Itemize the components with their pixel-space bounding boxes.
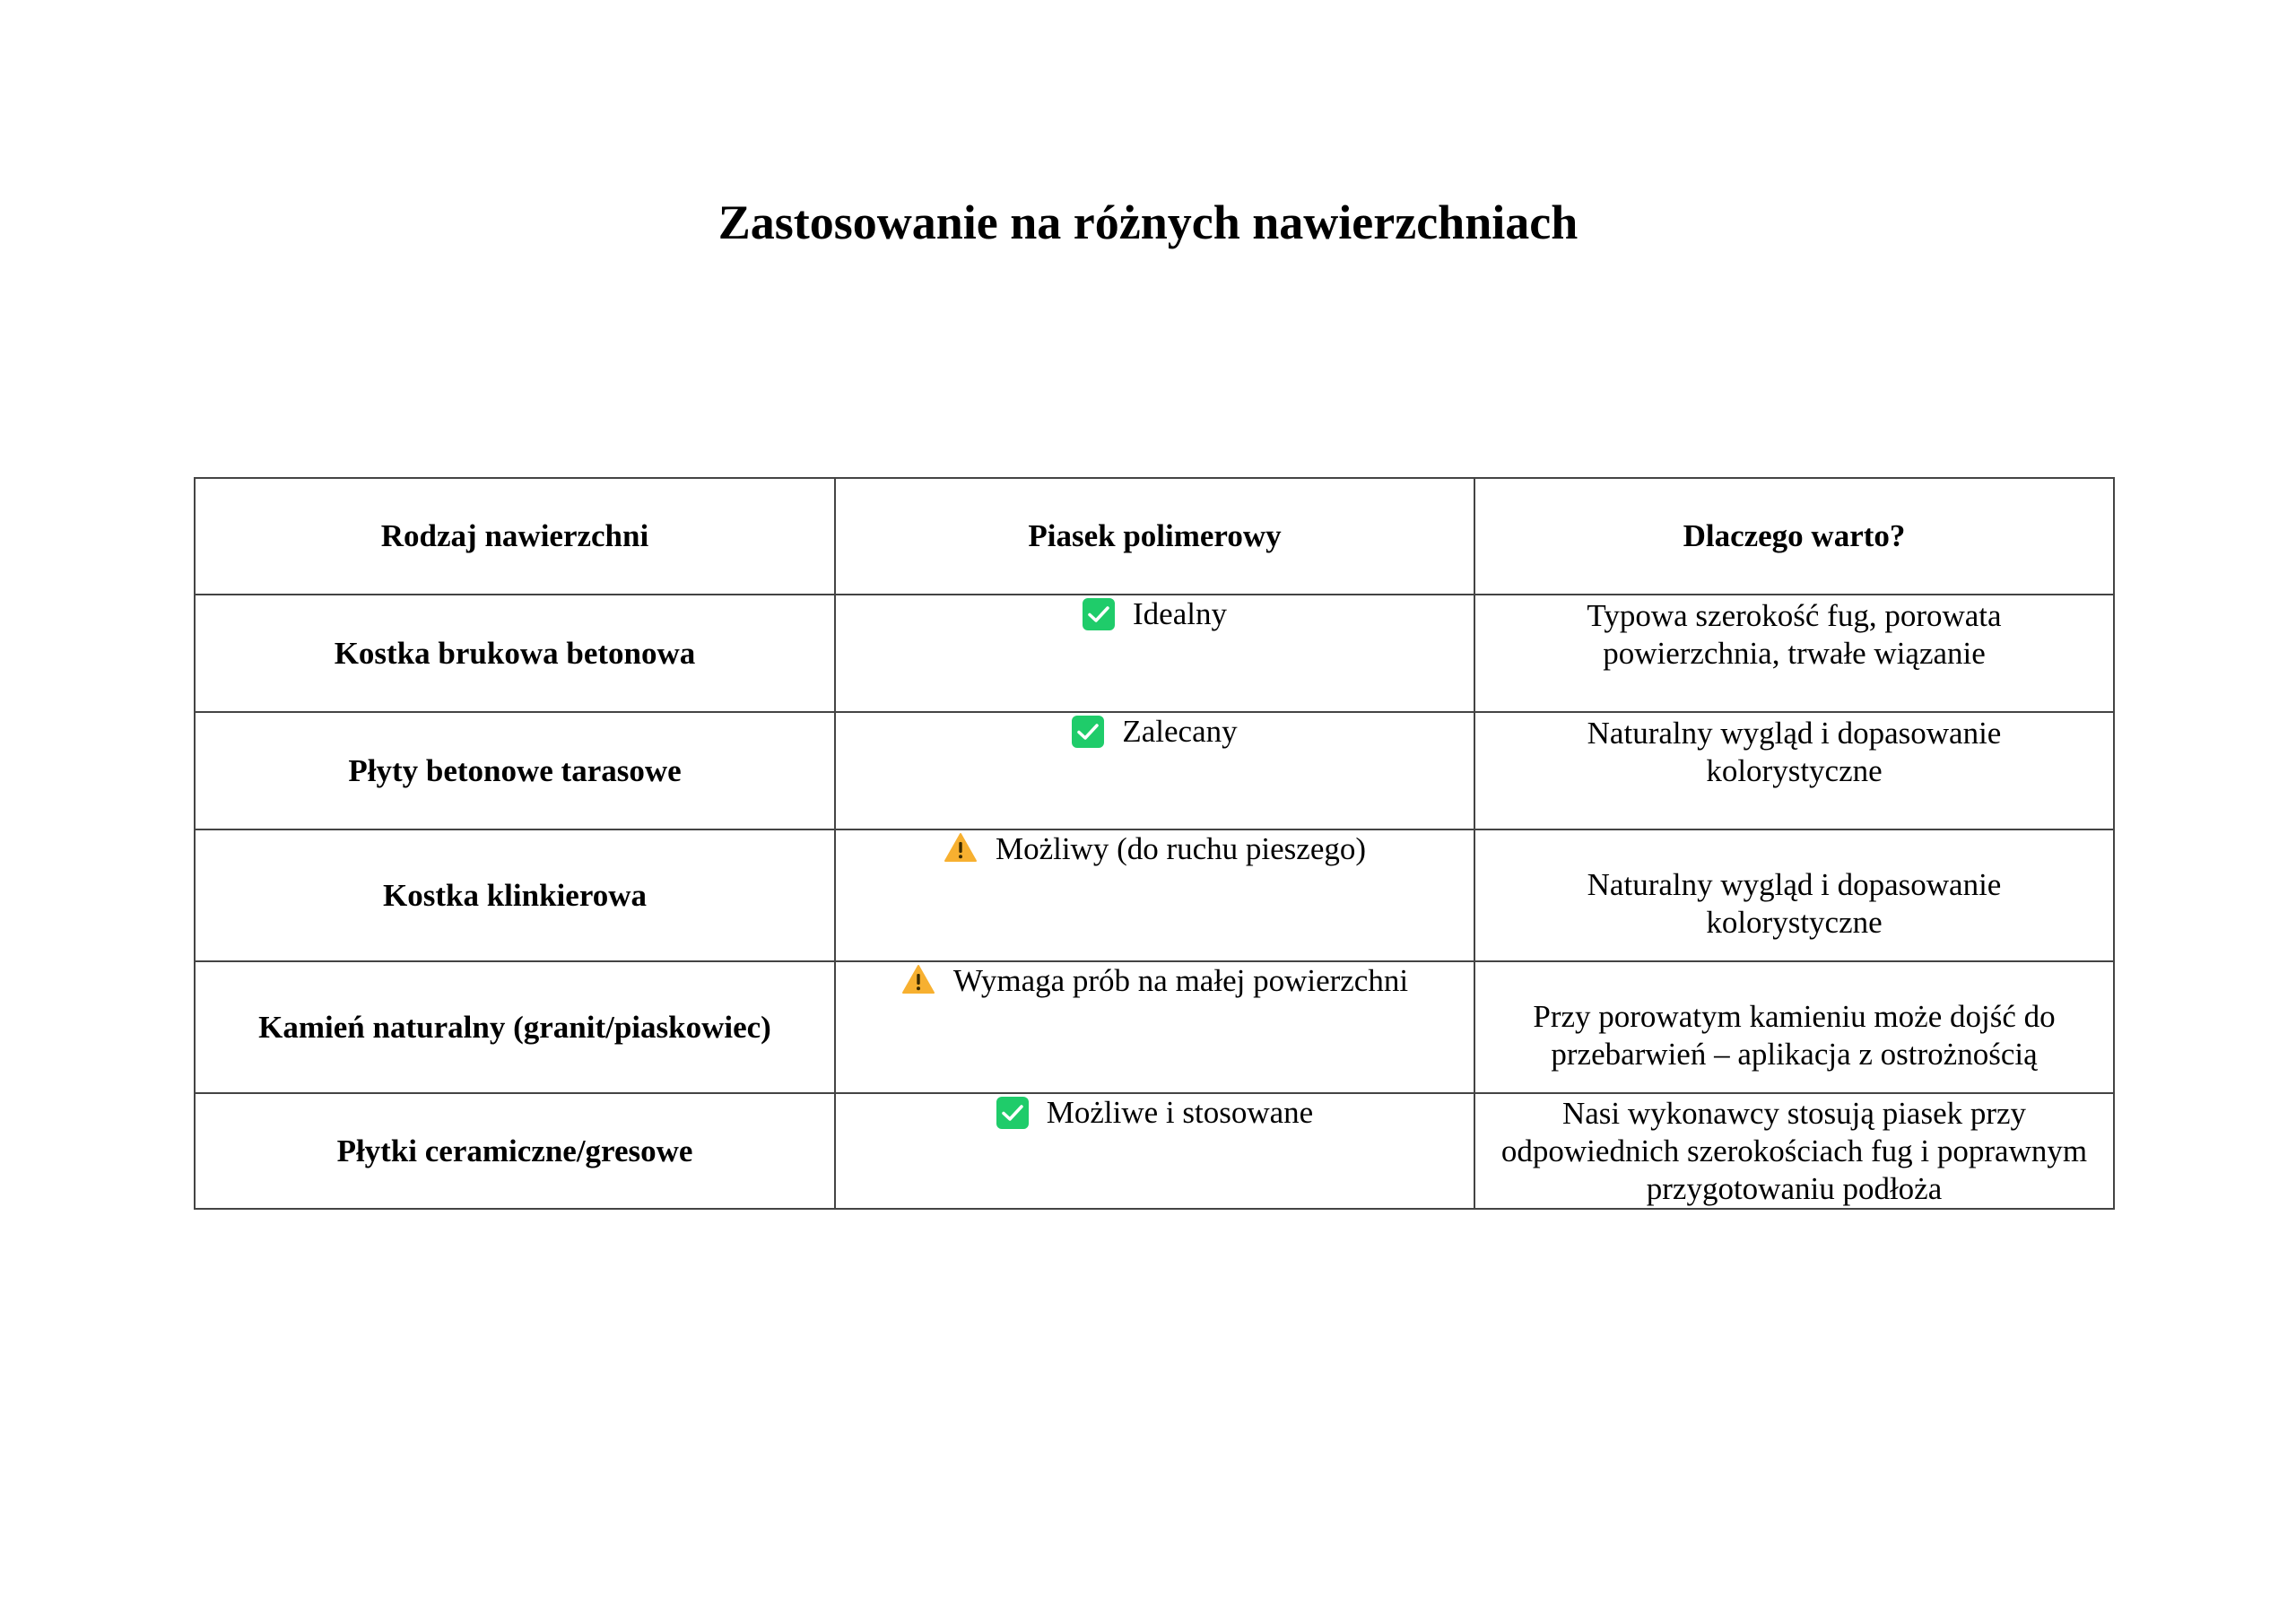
header-surface-type: Rodzaj nawierzchni	[195, 478, 835, 595]
status	[901, 962, 1408, 1000]
why-cell: Nasi wykonawcy stosują piasek przy odpowiednich szerokościach fug i poprawnym przygotowaniu podłoża	[1474, 1093, 2114, 1209]
status-label: Możliwe i stosowane	[1046, 1095, 1314, 1130]
status-label: Możliwy (do ruchu pieszego)	[995, 831, 1367, 866]
page-title: Zastosowanie na różnych nawierzchniach	[718, 195, 1578, 249]
polymer-sand-cell	[835, 1093, 1474, 1209]
table-header-row	[195, 478, 2114, 595]
status-label: Wymaga prób na małej powierzchni	[952, 963, 1409, 998]
surface-cell: Płyty betonowe tarasowe	[195, 712, 835, 829]
surface-application-table	[194, 477, 2115, 1210]
status	[944, 830, 1366, 868]
polymer-sand-cell	[835, 712, 1474, 829]
surface-cell: Kamień naturalny (granit/piaskowiec)	[195, 961, 835, 1093]
why-cell: Naturalny wygląd i dopasowanie kolorystyczne	[1474, 712, 2114, 829]
why-cell: Przy porowatym kamieniu może dojść do przebarwień – aplikacja z ostrożnością	[1474, 961, 2114, 1093]
header-polymer-sand: Piasek polimerowy	[835, 478, 1474, 595]
check-icon	[996, 1097, 1029, 1129]
surface-cell: Kostka klinkierowa	[195, 829, 835, 961]
warning-icon	[901, 964, 935, 994]
status	[1083, 595, 1227, 633]
table-row	[195, 1093, 2114, 1209]
surface-cell: Kostka brukowa betonowa	[195, 595, 835, 712]
table-row	[195, 595, 2114, 712]
table-row	[195, 961, 2114, 1093]
check-icon	[1072, 716, 1104, 748]
header-why-worth-it: Dlaczego warto?	[1474, 478, 2114, 595]
status-label: Idealny	[1133, 596, 1227, 631]
status	[1072, 713, 1237, 751]
polymer-sand-cell	[835, 961, 1474, 1093]
table-row	[195, 712, 2114, 829]
polymer-sand-cell	[835, 595, 1474, 712]
check-icon	[1083, 598, 1115, 630]
surface-cell: Płytki ceramiczne/gresowe	[195, 1093, 835, 1209]
warning-icon	[944, 832, 978, 863]
why-cell: Typowa szerokość fug, porowata powierzchnia, trwałe wiązanie	[1474, 595, 2114, 712]
status	[996, 1094, 1313, 1132]
table-row	[195, 829, 2114, 961]
polymer-sand-cell	[835, 829, 1474, 961]
status-label: Zalecany	[1122, 714, 1238, 749]
why-cell: Naturalny wygląd i dopasowanie kolorystyczne	[1474, 829, 2114, 961]
